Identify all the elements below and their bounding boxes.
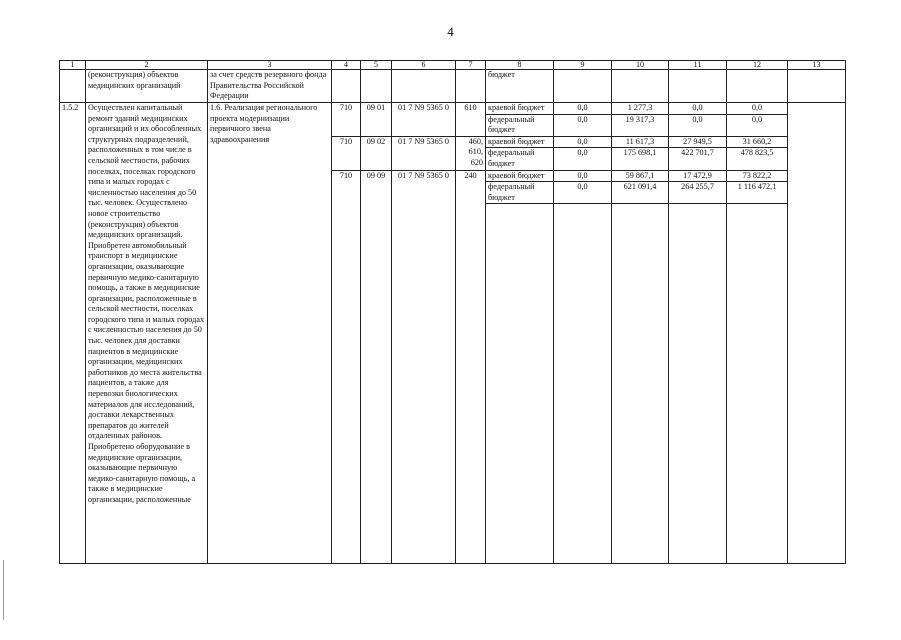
header-col-11: 11 [669, 61, 727, 70]
budget-code-ministry: 710 [332, 103, 361, 137]
continued-source: бюджет [486, 70, 554, 103]
amount-col11: 17 472,9 [669, 170, 727, 182]
amount-col10: 11 617,3 [612, 136, 669, 148]
header-col-7: 7 [456, 61, 486, 70]
budget-code-target: 01 7 N9 5365 0 [392, 170, 456, 564]
funding-source: краевой бюджет [486, 170, 554, 182]
amount-col12: 0,0 [727, 103, 788, 115]
amount-col11: 0,0 [669, 114, 727, 136]
amount-col12: 31 660,2 [727, 136, 788, 148]
budget-code-ministry: 710 [332, 136, 361, 170]
amount-col11: 264 255,7 [669, 182, 727, 204]
funding-source: краевой бюджет [486, 103, 554, 115]
amount-col10: 621 091,4 [612, 182, 669, 204]
header-col-13: 13 [788, 61, 846, 70]
amount-col12: 1 116 472,1 [727, 182, 788, 204]
budget-code-target: 01 7 N9 5365 0 [392, 136, 456, 170]
continued-measure: за счет средств резервного фонда Правительства Российской Федерации [208, 70, 332, 103]
header-col-10: 10 [612, 61, 669, 70]
budget-code-expense: 460, 610, 620 [456, 136, 486, 170]
budget-code-expense: 240 [456, 170, 486, 564]
amount-col9: 0,0 [554, 148, 612, 170]
amount-col11: 27 949,5 [669, 136, 727, 148]
budget-code-ministry: 710 [332, 170, 361, 564]
header-col-12: 12 [727, 61, 788, 70]
budget-code-section: 09 02 [361, 136, 392, 170]
budget-code-target: 01 7 N9 5365 0 [392, 103, 456, 137]
budget-code-expense: 610 [456, 103, 486, 137]
funding-source: федеральный бюджет [486, 148, 554, 170]
budget-table [59, 60, 846, 564]
amount-col10: 175 698,1 [612, 148, 669, 170]
budget-code-section: 09 01 [361, 103, 392, 137]
header-col-5: 5 [361, 61, 392, 70]
col13-empty [788, 103, 846, 564]
amount-col9: 0,0 [554, 170, 612, 182]
scan-edge-mark [3, 560, 4, 620]
budget-code-section: 09 09 [361, 170, 392, 564]
table-row [60, 103, 846, 115]
page-number: 4 [447, 24, 454, 39]
amount-col9: 0,0 [554, 103, 612, 115]
amount-col12: 0,0 [727, 114, 788, 136]
funding-source: федеральный бюджет [486, 182, 554, 204]
header-col-4: 4 [332, 61, 361, 70]
amount-col11: 422 701,7 [669, 148, 727, 170]
funding-source: краевой бюджет [486, 136, 554, 148]
header-col-6: 6 [392, 61, 456, 70]
amount-col12: 478 823,5 [727, 148, 788, 170]
funding-source: федеральный бюджет [486, 114, 554, 136]
item-description: Осуществлен капитальный ремонт зданий медицинских организаций и их обособленных структурных подразделений, расположенных в том числе в сельской местности, рабочих поселках, поселках городского типа и малых городах с численностью населения до 50 тыс. человек. Осуществлено новое строительство (реконструкция) объектов медицинских организаций. Приобретен автомобильный транспорт в медицинские организации, оказывающие первичную медико-санитарную помощь, а также в медицинские организации, расположенные в сельской местности, поселках городского типа и малых городах с численностью населения до 50 тыс. человек для доставки пациентов в медицинские организации, медицинских работников до места жительства пациентов, а также для перевозки биологических материалов для исследований, доставки лекарственных препаратов до жителей отдаленных районов. Приобретено оборудование в медицинские организации, оказывающие первичную медико-санитарную помощь, а также в медицинские организации, расположенные [86, 103, 208, 564]
header-col-9: 9 [554, 61, 612, 70]
amount-col9: 0,0 [554, 136, 612, 148]
amount-col9: 0,0 [554, 114, 612, 136]
amount-col12: 73 822,2 [727, 170, 788, 182]
amount-col10: 1 277,3 [612, 103, 669, 115]
header-row [60, 61, 846, 70]
item-number: 1.5.2 [60, 103, 86, 564]
continuation-row [60, 70, 846, 103]
continued-description: (реконструкция) объектов медицинских организаций [86, 70, 208, 103]
header-col-3: 3 [208, 61, 332, 70]
header-col-1: 1 [60, 61, 86, 70]
header-col-8: 8 [486, 61, 554, 70]
amount-col10: 19 317,3 [612, 114, 669, 136]
amount-col11: 0,0 [669, 103, 727, 115]
amount-col9: 0,0 [554, 182, 612, 204]
item-measure: 1.6. Реализация регионального проекта модернизации первичного звена здравоохранения [208, 103, 332, 564]
header-col-2: 2 [86, 61, 208, 70]
amount-col10: 59 867,1 [612, 170, 669, 182]
